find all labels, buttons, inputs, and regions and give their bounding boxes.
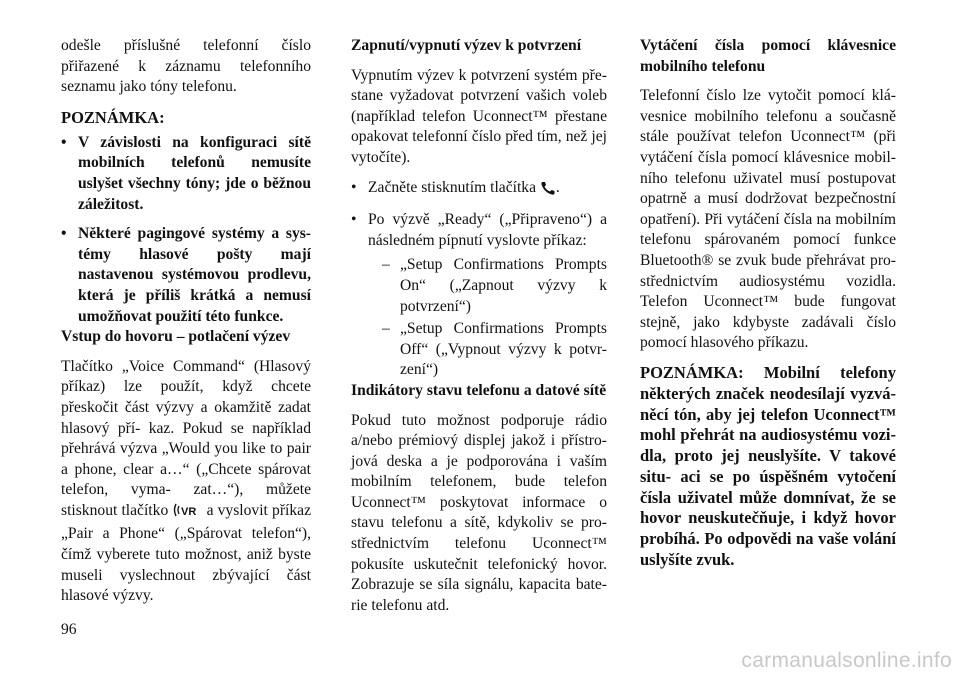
intro-paragraph: odešle příslušné telefonní číslo přiřazené k záznamu telefonního seznamu jako tóny telefonu. bbox=[61, 37, 311, 96]
confirmation-paragraph: Vypnutím výzev k potvrzení systém pře- stane vyžadovat potvrzení vašich voleb (například telefon Uconnect™ přestane opakovat telefonní číslo před tím, než jej vytočíte). bbox=[351, 66, 607, 166]
section-title-keypad: Vytáčení čísla pomocí klávesnice mobilního telefonu bbox=[640, 37, 896, 75]
note-heading: POZNÁMKA: bbox=[61, 107, 165, 127]
dash: – bbox=[382, 256, 390, 274]
barge-in-paragraph bbox=[61, 357, 311, 607]
column-middle bbox=[351, 36, 607, 616]
command-text: „Setup Confirmations Prompts Off“ („Vypnout výzvy k potvr- zení“) bbox=[400, 320, 607, 379]
note-list bbox=[61, 133, 311, 327]
command-item bbox=[368, 319, 607, 381]
note-text: V závislosti na konfiguraci sítě mobilních telefonů nemusíte uslyšet všechny tóny; jde o běžnou záležitost. bbox=[78, 133, 311, 213]
step-text: Začněte stisknutím tlačítka bbox=[368, 178, 537, 196]
step-item bbox=[351, 210, 607, 381]
step-text: Po výzvě „Ready“ („Připraveno“) a následném pípnutí vyslovte příkaz: bbox=[368, 211, 607, 249]
keypad-paragraph: Telefonní číslo lze vytočit pomocí klá- vesnice mobilního telefonu a současně stále používat telefon Uconnect™ (při vytáčení čísla pomocí klávesnice mobil- ního telefonu uživatel musí postupovat opatrně a musí dodržovat bezpečnostní opatření). Při vytáčení čísla na mobilním telefonu spárovaném pomocí funkce Bluetooth® se zvuk bude přehrávat pro- střednictvím audiosystému vozidla. Telefon Uconnect™ bude fungovat stejně, jako kdybyste zadávali číslo pomocí hlasového příkazu. bbox=[640, 87, 896, 352]
status-paragraph: Pokud tuto možnost podporuje rádio a/nebo prémiový displej jakož i přístro- jová deska a je podporována i vaším mobilním telefonem, bude telefon Uconnect™ poskytovat informace o stavu telefonu a sítě, kdykoliv se pro- střednictvím telefonu Uconnect™ pokusíte uskutečnit telefonický hovor. Zobrazuje se síla signálu, kapacita bate- rie telefonu atd. bbox=[351, 411, 607, 614]
dash: – bbox=[382, 320, 390, 338]
barge-in-text-a: Tlačítko „Voice Command“ (Hlasový příkaz) lze použít, když chcete přeskočit část výzvy a okamžitě zadat hlasový pří- kaz. Pokud se například přehrává výzva „Would you like to pair a phone, clear a…“ („Chcete spárovat telefon, vyma- zat…“), můžete stisknout tlačítko bbox=[61, 357, 311, 519]
step-item bbox=[351, 178, 607, 202]
watermark: carmanualsonline.info bbox=[741, 649, 952, 672]
note-text: Některé pagingové systémy a sys- témy hlasové pošty mají nastavenou systémovou prodlevu, která je příliš krátká a nemusí umožňovat použití této funkce. bbox=[78, 225, 311, 325]
step-text-end: . bbox=[555, 178, 560, 196]
bullet: • bbox=[61, 133, 67, 151]
barge-in-text-b: a vyslovit příkaz „Pair a Phone“ („Spárovat telefon“), čímž vyberete tuto možnost, aniž byste museli vyslechnout zbývající část hlasové výzvy. bbox=[61, 501, 311, 605]
bullet: • bbox=[351, 211, 357, 229]
section-title-confirmation: Zapnutí/vypnutí výzev k potvrzení bbox=[351, 37, 582, 54]
column-right bbox=[640, 36, 896, 575]
page-number: 96 bbox=[61, 621, 77, 638]
section-title-status: Indikátory stavu telefonu a datové sítě bbox=[351, 381, 607, 399]
section-title-barge-in: Vstup do hovoru – potlačení výzev bbox=[61, 328, 291, 346]
command-text: „Setup Confirmations Prompts On“ („Zapnout výzvy k potvrzení“) bbox=[400, 256, 607, 315]
confirmation-steps bbox=[351, 178, 607, 381]
command-item bbox=[368, 255, 607, 317]
note-item bbox=[61, 133, 311, 215]
voice-command-icon bbox=[172, 502, 202, 525]
svg-text:VR: VR bbox=[181, 505, 197, 518]
bullet: • bbox=[61, 225, 67, 243]
note-item bbox=[61, 224, 311, 327]
phone-icon bbox=[540, 181, 556, 202]
command-list bbox=[368, 255, 607, 381]
column-left bbox=[61, 36, 311, 607]
keypad-note: POZNÁMKA: Mobilní telefony některých značek neodesílají vyzvá- něcí tón, aby jej telefon Uconnect™ mohl přehrát na audiosystému vozi- dla, proto jej neuslyšíte. V takové situ- aci se po úspěšném vytočení čísla uživatel může domnívat, že se hovor neuskutečňuje, i když hovor probíhá. Po odpovědi na vaše volání uslyšíte zvuk. bbox=[640, 362, 896, 570]
bullet: • bbox=[351, 178, 357, 196]
